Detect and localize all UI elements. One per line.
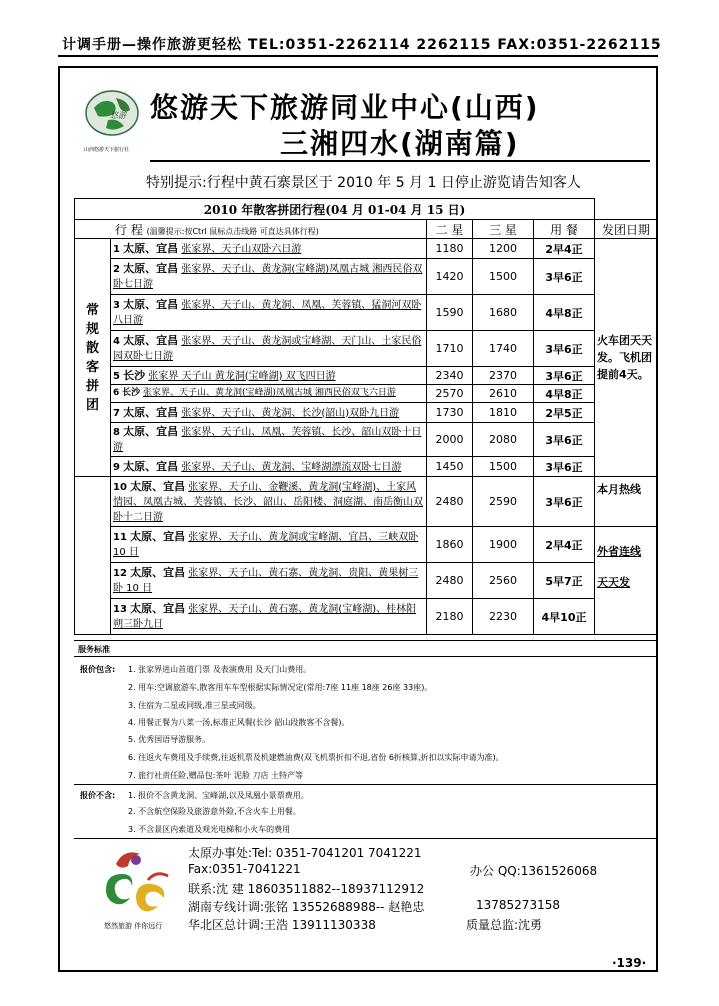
meal-plan: 3早6正 [534, 259, 595, 295]
route-number: 8 [113, 427, 120, 438]
three-star-price: 1200 [473, 239, 534, 259]
excluded-item: 3. 不含景区内索道及观光电梯和小火车的费用 [128, 825, 291, 834]
table-row [75, 367, 658, 385]
route-origin: 太原、宜昌 [130, 566, 186, 579]
route-origin: 太原、宜昌 [130, 530, 186, 543]
route-number: 13 [113, 604, 127, 615]
route-number: 7 [113, 407, 120, 419]
meal-plan: 2早4正 [534, 527, 595, 563]
north-china-planner: 华北区总计调:王浩 13911130338 [188, 918, 376, 932]
route-origin: 太原、宜昌 [123, 405, 179, 419]
hunan-planner-phone: 13785273158 [476, 898, 560, 912]
route-number: 9 [113, 461, 120, 473]
route-number: 5 [113, 370, 120, 382]
two-star-price: 2340 [427, 367, 473, 385]
route-origin: 长沙 [122, 388, 141, 398]
route-link[interactable] [111, 423, 427, 457]
meals-header: 用 餐 [534, 220, 595, 239]
services-title: 服务标准 [78, 645, 110, 654]
route-number: 2 [113, 264, 120, 275]
excluded-item: 1. 报价不含黄龙洞、宝峰湖,以及凤凰小景票费用。 [128, 791, 309, 800]
route-origin: 太原、宜昌 [123, 262, 179, 275]
tour-price-table [74, 198, 658, 635]
meal-plan: 2早4正 [534, 239, 595, 259]
title-divider [150, 160, 650, 162]
route-number: 6 [113, 388, 120, 398]
side-label-regular-tours [75, 239, 111, 477]
company-logo-caption: 山西悠游天下旅行社 [84, 147, 130, 153]
services-mid-rule [74, 784, 657, 785]
meal-plan: 3早6正 [534, 423, 595, 457]
three-star-price: 2610 [473, 385, 534, 403]
route-number: 10 [113, 481, 127, 493]
table-row [75, 239, 658, 259]
header-contact-line: 计调手册—操作旅游更轻松 TEL:0351-2262114 2262115 FAX:0351-2262115 [62, 37, 662, 53]
route-number: 3 [113, 300, 120, 311]
included-label: 报价包含: [80, 665, 116, 674]
departure-note-main [595, 239, 658, 477]
three-star-price: 2370 [473, 367, 534, 385]
route-path: 张家界 天子山 黄龙洞(宝峰湖) 双飞四日游 [148, 370, 336, 382]
included-item: 2. 用车:空调旅游车,散客用车车型根据实际情况定(常用:7座 11座 18座 26座 33座)。 [128, 683, 433, 692]
route-link[interactable] [111, 457, 427, 477]
office-contact: 联系:沈 建 18603511882--18937112912 [188, 882, 425, 896]
office-fax: Fax:0351-7041221 [188, 862, 301, 876]
route-number: 1 [113, 243, 120, 255]
table-row [75, 403, 658, 423]
route-link[interactable] [111, 295, 427, 331]
route-path: 张家界、天子山双卧六日游 [181, 243, 302, 255]
two-star-price: 2180 [427, 599, 473, 635]
office-qq: 办公 QQ:1361526068 [470, 864, 598, 878]
route-number: 12 [113, 568, 127, 579]
meal-plan: 3早6正 [534, 457, 595, 477]
route-path: 张家界、天子山、黄石寨、黄龙洞、贵阳、黄果树三卧 10 日 [113, 568, 419, 594]
three-star-price: 1740 [473, 331, 534, 367]
route-link[interactable] [111, 259, 427, 295]
meal-plan: 3早6正 [534, 367, 595, 385]
table-row [75, 331, 658, 367]
route-link[interactable] [111, 367, 427, 385]
route-link[interactable] [111, 331, 427, 367]
table-row [75, 259, 658, 295]
included-item: 7. 旅行社责任险,赠品包:茶叶 泥脸 刀店 土特产等 [128, 771, 304, 780]
departure-connect-link[interactable]: 外省连线 [597, 545, 642, 558]
table-row [75, 477, 658, 527]
table-caption: 2010 年散客拼团行程(04 月 01-04 月 15 日) [75, 199, 595, 220]
excluded-item: 2. 不含航空保险及旅游意外险,不含火车上用餐。 [128, 807, 301, 816]
meal-plan: 4早10正 [534, 599, 595, 635]
three-star-header: 三 星 [473, 220, 534, 239]
departure-note-text: 火车团天天发。飞机团提前4天。 [597, 334, 653, 381]
table-row [75, 563, 658, 599]
table-row [75, 599, 658, 635]
three-star-price: 1500 [473, 259, 534, 295]
meal-plan: 4早8正 [534, 385, 595, 403]
two-star-header: 二 星 [427, 220, 473, 239]
route-link[interactable] [111, 563, 427, 599]
departure-daily-link[interactable]: 天天发 [597, 576, 631, 589]
two-star-price: 1710 [427, 331, 473, 367]
page-number: ·139· [612, 956, 647, 970]
route-link[interactable] [111, 477, 427, 527]
included-item: 3. 住宿为二星或同级,准三星或同级。 [128, 701, 261, 710]
route-header-label: 行 程 [115, 222, 143, 237]
table-row [75, 527, 658, 563]
three-star-price: 2230 [473, 599, 534, 635]
route-path: 张家界、天子山、黄龙洞(宝峰湖)凤凰古城 湘西民俗双飞六日游 [143, 388, 396, 398]
departure-header: 发团日期 [595, 220, 658, 239]
included-item: 1. 张家界进山首道门票 及表演费用 及天门山费用。 [128, 665, 312, 674]
company-title: 悠游天下旅游同业中心(山西) [150, 91, 540, 124]
office-logo-caption: 悠然旅游 伴你远行 [104, 922, 163, 930]
office-phone: 太原办事处:Tel: 0351-7041201 7041221 [188, 846, 422, 860]
two-star-price: 1860 [427, 527, 473, 563]
two-star-price: 2570 [427, 385, 473, 403]
route-origin: 太原、宜昌 [123, 425, 179, 438]
three-star-price: 1500 [473, 457, 534, 477]
meal-plan: 2早5正 [534, 403, 595, 423]
two-star-price: 2000 [427, 423, 473, 457]
table-row [75, 385, 658, 403]
three-star-price: 1810 [473, 403, 534, 423]
three-star-price: 1680 [473, 295, 534, 331]
two-star-price: 1590 [427, 295, 473, 331]
route-path: 张家界、天子山、黄龙洞或宝峰湖、宜昌、三峡双卧 10 日 [113, 532, 419, 558]
route-origin: 长沙 [123, 368, 146, 382]
route-path: 张家界、天子山、黄龙洞、长沙(韶山)双卧九日游 [181, 407, 400, 419]
route-origin: 太原、宜昌 [123, 334, 179, 347]
side-label-text: 常规散客拼团 [85, 302, 99, 413]
route-path: 张家界、天子山、黄龙洞、宝峰湖漂流双卧七日游 [181, 461, 402, 473]
meal-plan: 3早6正 [534, 331, 595, 367]
included-item: 4. 用餐正餐为八菜一汤,标准正风餐(长沙 韶山段散客不含餐)。 [128, 718, 350, 727]
route-header-hint: (温馨提示:按Ctrl 鼠标点击线路 可直达具体行程) [146, 226, 319, 236]
office-swirl-logo [96, 846, 176, 916]
route-origin: 太原、宜昌 [130, 479, 186, 493]
hunan-planner: 湖南专线计调:张铭 13552688988-- 赵艳忠 [188, 900, 425, 914]
excluded-label: 报价不含: [80, 791, 116, 800]
route-number: 4 [113, 336, 120, 347]
two-star-price: 1420 [427, 259, 473, 295]
two-star-price: 1730 [427, 403, 473, 423]
route-origin: 太原、宜昌 [130, 602, 186, 615]
route-number: 11 [113, 532, 127, 543]
table-row [75, 295, 658, 331]
services-title-rule [74, 656, 657, 657]
meal-plan: 5早7正 [534, 563, 595, 599]
route-path: 张家界、天子山、黄龙洞、凤凰、芙蓉镇、猛洞河双卧八日游 [113, 300, 422, 326]
two-star-price: 2480 [427, 477, 473, 527]
table-row [75, 457, 658, 477]
three-star-price: 1900 [473, 527, 534, 563]
table-row [75, 423, 658, 457]
quality-director: 质量总监:沈勇 [466, 918, 543, 932]
route-origin: 太原、宜昌 [123, 459, 179, 473]
two-star-price: 1450 [427, 457, 473, 477]
departure-connect-cell [595, 527, 658, 635]
meal-plan: 4早8正 [534, 295, 595, 331]
route-link[interactable] [111, 239, 427, 259]
header-divider [58, 55, 658, 57]
route-link[interactable] [111, 527, 427, 563]
route-header [75, 220, 427, 239]
two-star-price: 1180 [427, 239, 473, 259]
services-bottom-rule [74, 838, 657, 839]
route-link[interactable] [111, 385, 427, 403]
route-path: 张家界、天子山、凤凰、芙蓉镇、长沙、韶山双卧十日游 [113, 427, 422, 453]
page-title: 三湘四水(湖南篇) [280, 127, 520, 160]
route-origin: 太原、宜昌 [123, 241, 179, 255]
company-globe-logo [84, 88, 140, 138]
three-star-price: 2590 [473, 477, 534, 527]
route-path: 张家界、天子山、黄石寨、黄龙洞(宝峰湖)、桂林阳朔三卧九日 [113, 604, 417, 630]
meal-plan: 3早6正 [534, 477, 595, 527]
route-path: 张家界、天子山、黄龙洞(宝峰湖)凤凰古城 湘西民俗双卧七日游 [113, 264, 423, 290]
route-path: 张家界、天子山、黄龙洞或宝峰湖、天门山、土家民俗园双卧七日游 [113, 336, 422, 362]
three-star-price: 2080 [473, 423, 534, 457]
route-origin: 太原、宜昌 [123, 298, 179, 311]
svg-text:悠游: 悠游 [110, 111, 126, 120]
services-top-rule [74, 640, 657, 641]
three-star-price: 2560 [473, 563, 534, 599]
route-link[interactable] [111, 403, 427, 423]
special-notice: 特别提示:行程中黄石寨景区于 2010 年 5 月 1 日停止游览请告知客人 [146, 175, 581, 191]
departure-hot-line: 本月热线 [595, 477, 658, 527]
two-star-price: 2480 [427, 563, 473, 599]
route-path: 张家界、天子山、金鞭溪、黄龙洞(宝峰湖)、土家风情园、凤凰古城、芙蓉镇、长沙、韶山、岳阳楼、洞庭湖、南岳衡山双卧十二日游 [113, 481, 423, 523]
included-item: 5. 优秀国语导游服务。 [128, 735, 211, 744]
included-item: 6. 往返火车费用及手续费,往返机票及机建燃油费(双飞机票折扣不退,省份 6折核算,折扣以实际申请为准)。 [128, 753, 504, 762]
route-link[interactable] [111, 599, 427, 635]
